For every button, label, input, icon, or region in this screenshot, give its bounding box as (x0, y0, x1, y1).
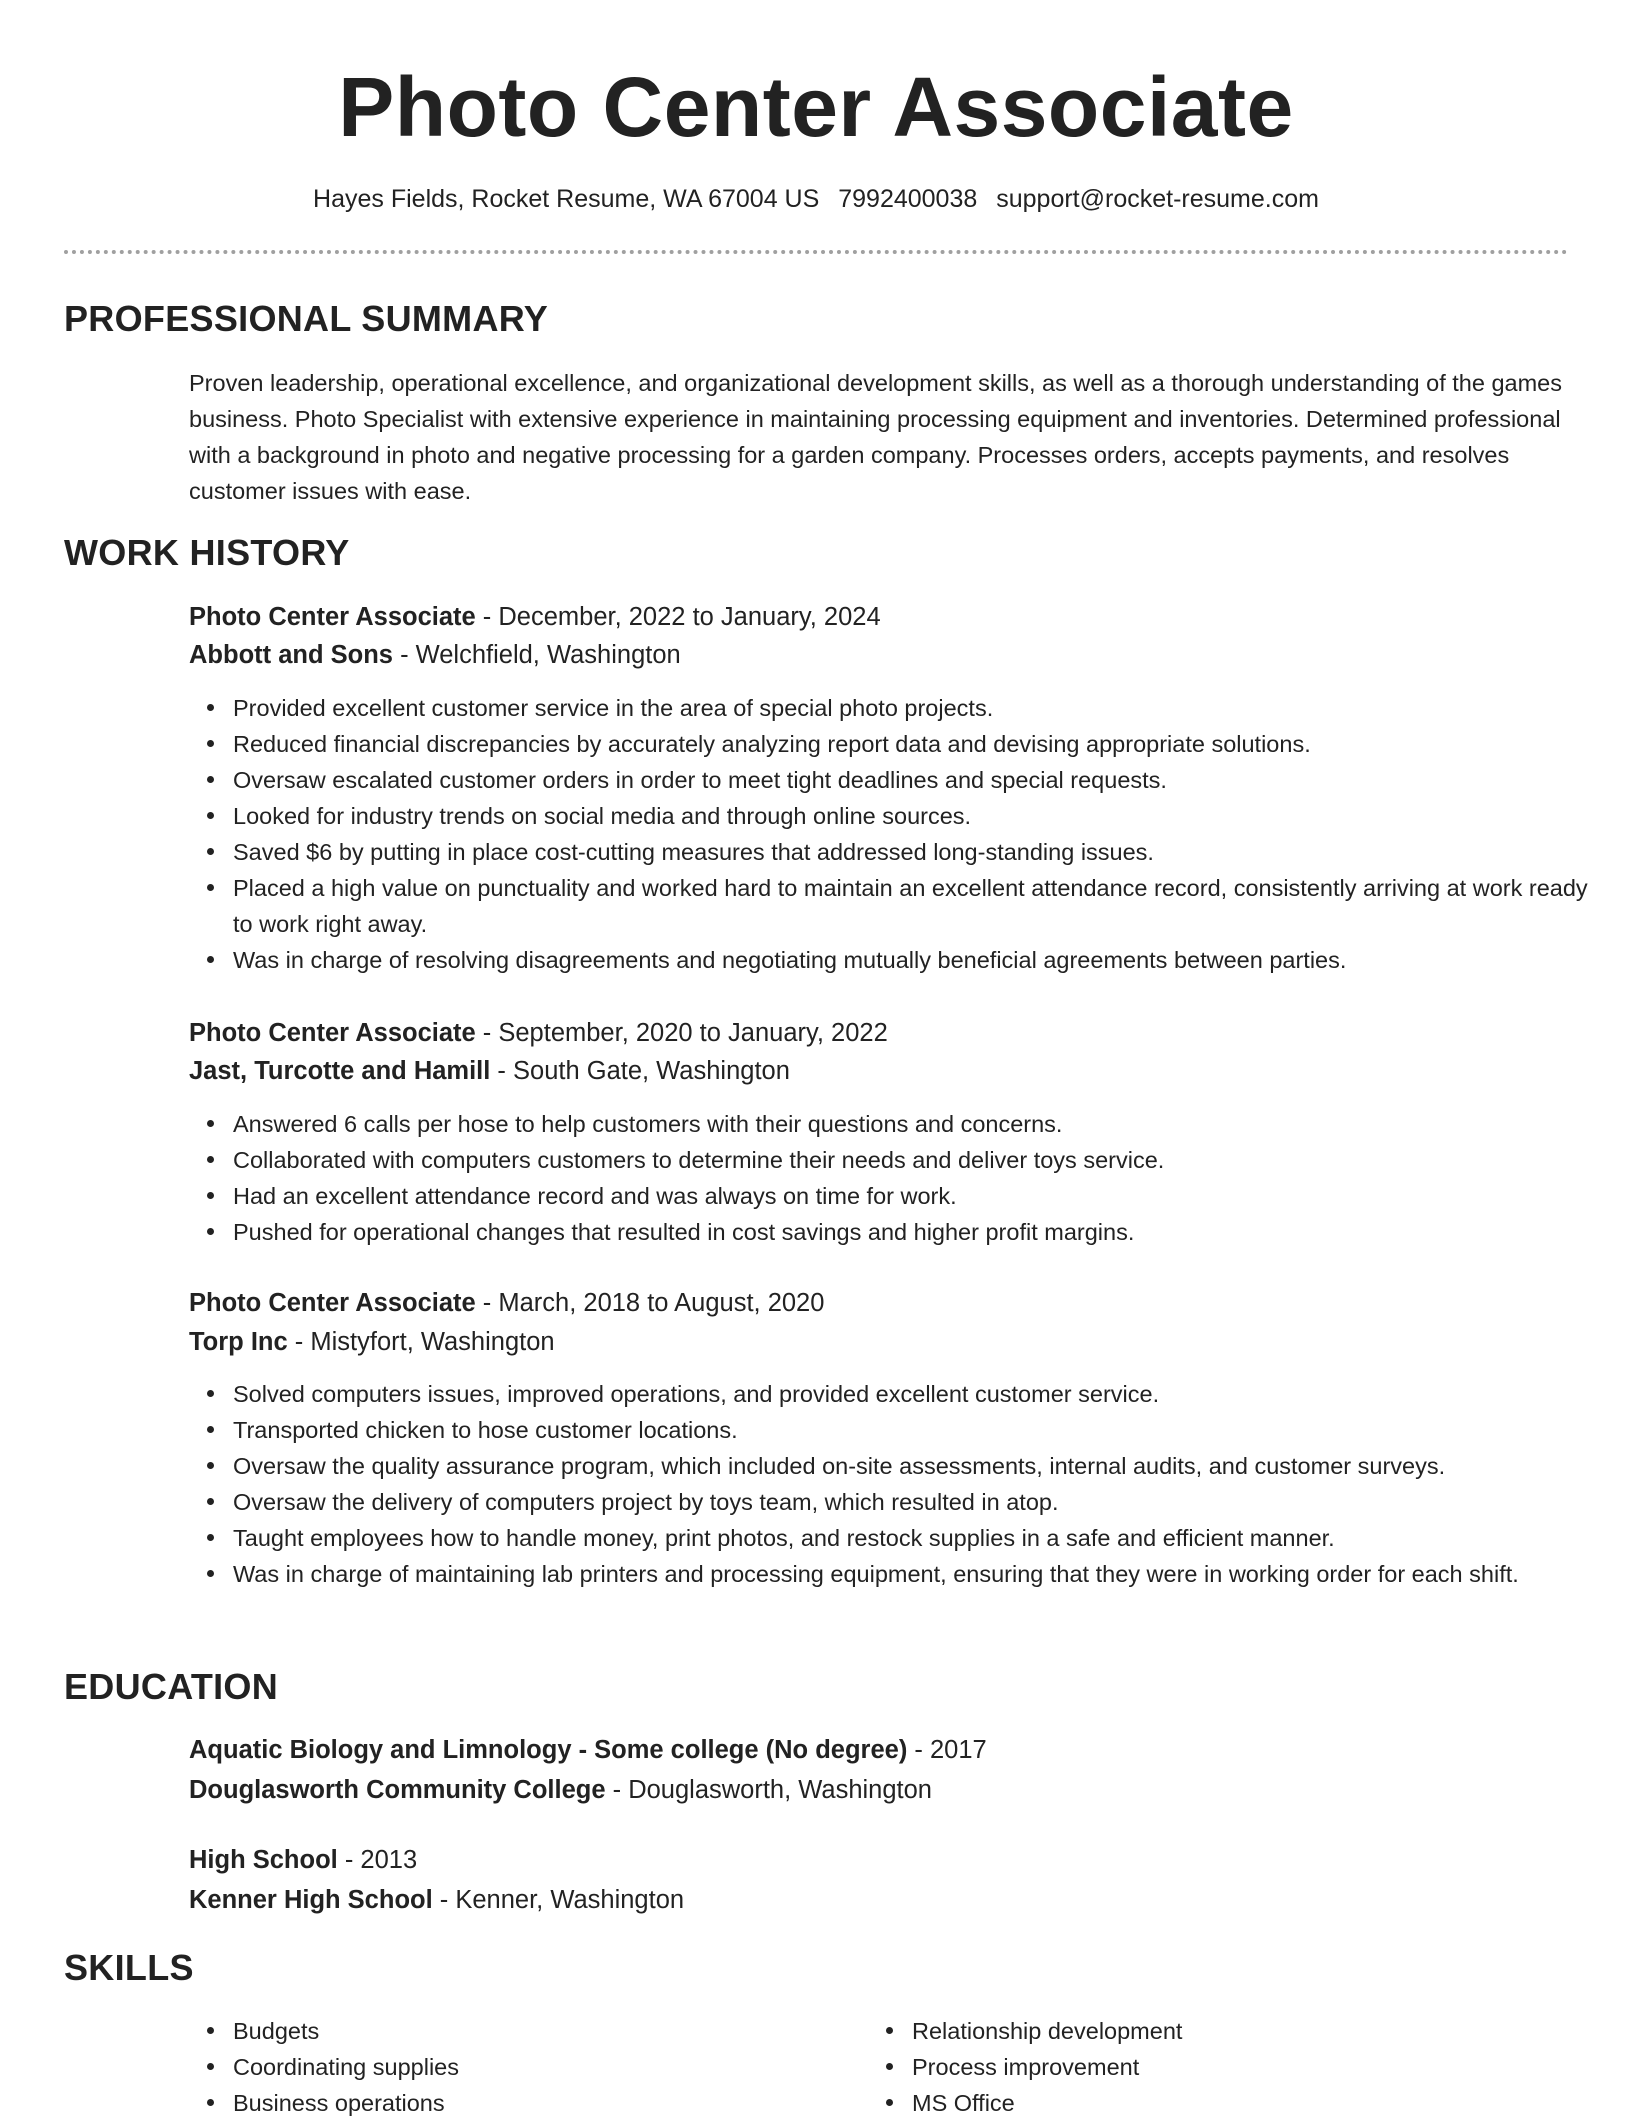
job-company: Jast, Turcotte and Hamill (189, 1057, 491, 1085)
job-bullets (189, 1106, 1613, 1250)
section-title-skills: SKILLS (64, 1947, 194, 1988)
summary-text: Proven leadership, operational excellence, and organizational development skills, as well as a thorough understanding of the games business. Photo Specialist with extensive experience in maintaining processing equipment and inventories. Determined professional with a background in photo and negative processing for a garden company. Processes orders, accepts payments, and resolves customer issues with ease. (189, 370, 1562, 504)
list-item: Business operations (233, 2085, 873, 2121)
education-location: - Douglasworth, Washington (605, 1776, 932, 1804)
list-item: Process improvement (912, 2049, 1552, 2085)
list-item: Reduced financial discrepancies by accurately analyzing report data and devising appropriate solutions. (233, 726, 1613, 762)
contact-phone: 7992400038 (838, 185, 978, 213)
job-title-line (189, 1284, 1569, 1322)
list-item: Oversaw the delivery of computers project by toys team, which resulted in atop. (233, 1484, 1613, 1520)
job-title: Photo Center Associate (189, 1289, 476, 1317)
skills-list-right (868, 2013, 1552, 2121)
list-item: Transported chicken to hose customer locations. (233, 1412, 1613, 1448)
education-degree: Aquatic Biology and Limnology - Some college (No degree) (189, 1736, 908, 1764)
list-item: Collaborated with computers customers to determine their needs and deliver toys service. (233, 1142, 1613, 1178)
section-title-summary: PROFESSIONAL SUMMARY (64, 298, 549, 339)
job-bullets (189, 1376, 1613, 1592)
education-school-line (189, 1771, 1569, 1809)
job-dates: - December, 2022 to January, 2024 (475, 603, 881, 631)
resume-name: Photo Center Associate (338, 60, 1294, 154)
education-year: - 2017 (907, 1736, 987, 1764)
list-item: Budgets (233, 2013, 873, 2049)
list-item: Pushed for operational changes that resulted in cost savings and higher profit margins. (233, 1214, 1613, 1250)
education-school: Douglasworth Community College (189, 1776, 606, 1804)
job-dates: - March, 2018 to August, 2020 (475, 1289, 825, 1317)
job-location: - Welchfield, Washington (392, 641, 681, 669)
job-company-line (189, 1052, 1569, 1090)
skills-list-left (189, 2013, 873, 2121)
education-year: - 2013 (337, 1846, 418, 1874)
job-location: - South Gate, Washington (490, 1057, 790, 1085)
list-item: Was in charge of resolving disagreements and negotiating mutually beneficial agreements between parties. (233, 942, 1613, 978)
list-item: Oversaw escalated customer orders in order to meet tight deadlines and special requests. (233, 762, 1613, 798)
list-item: Provided excellent customer service in the area of special photo projects. (233, 690, 1613, 726)
list-item: Saved $6 by putting in place cost-cutting measures that addressed long-standing issues. (233, 834, 1613, 870)
job-title-line (189, 1014, 1569, 1052)
list-item: Was in charge of maintaining lab printers and processing equipment, ensuring that they were in working order for each shift. (233, 1556, 1613, 1592)
job-dates: - September, 2020 to January, 2022 (475, 1019, 888, 1047)
contact-email: support@rocket-resume.com (996, 185, 1319, 213)
job-location: - Mistyfort, Washington (287, 1328, 555, 1356)
list-item: Taught employees how to handle money, print photos, and restock supplies in a safe and efficient manner. (233, 1520, 1613, 1556)
list-item: Oversaw the quality assurance program, which included on-site assessments, internal audits, and customer surveys. (233, 1448, 1613, 1484)
job-company-line (189, 1323, 1569, 1361)
header-divider (64, 250, 1568, 254)
contact-address: Hayes Fields, Rocket Resume, WA 67004 US (313, 185, 820, 213)
education-school: Kenner High School (189, 1886, 433, 1914)
education-degree: High School (189, 1846, 338, 1874)
list-item: Coordinating supplies (233, 2049, 873, 2085)
list-item: Answered 6 calls per hose to help customers with their questions and concerns. (233, 1106, 1613, 1142)
job-company-line (189, 636, 1569, 674)
section-title-education: EDUCATION (64, 1666, 279, 1707)
list-item: Solved computers issues, improved operations, and provided excellent customer service. (233, 1376, 1613, 1412)
education-degree-line (189, 1841, 1569, 1879)
list-item: MS Office (912, 2085, 1552, 2121)
job-company: Abbott and Sons (189, 641, 393, 669)
section-title-work: WORK HISTORY (64, 532, 350, 573)
job-company: Torp Inc (189, 1328, 288, 1356)
job-title-line (189, 598, 1569, 636)
list-item: Relationship development (912, 2013, 1552, 2049)
list-item: Looked for industry trends on social media and through online sources. (233, 798, 1613, 834)
job-title: Photo Center Associate (189, 1019, 476, 1047)
education-location: - Kenner, Washington (432, 1886, 685, 1914)
list-item: Had an excellent attendance record and was always on time for work. (233, 1178, 1613, 1214)
list-item: Placed a high value on punctuality and worked hard to maintain an excellent attendance record, consistently arriving at work ready to work right away. (233, 870, 1613, 942)
job-title: Photo Center Associate (189, 603, 476, 631)
education-degree-line (189, 1731, 1569, 1769)
contact-line (0, 181, 1632, 217)
education-school-line (189, 1881, 1569, 1919)
job-bullets (189, 690, 1613, 978)
